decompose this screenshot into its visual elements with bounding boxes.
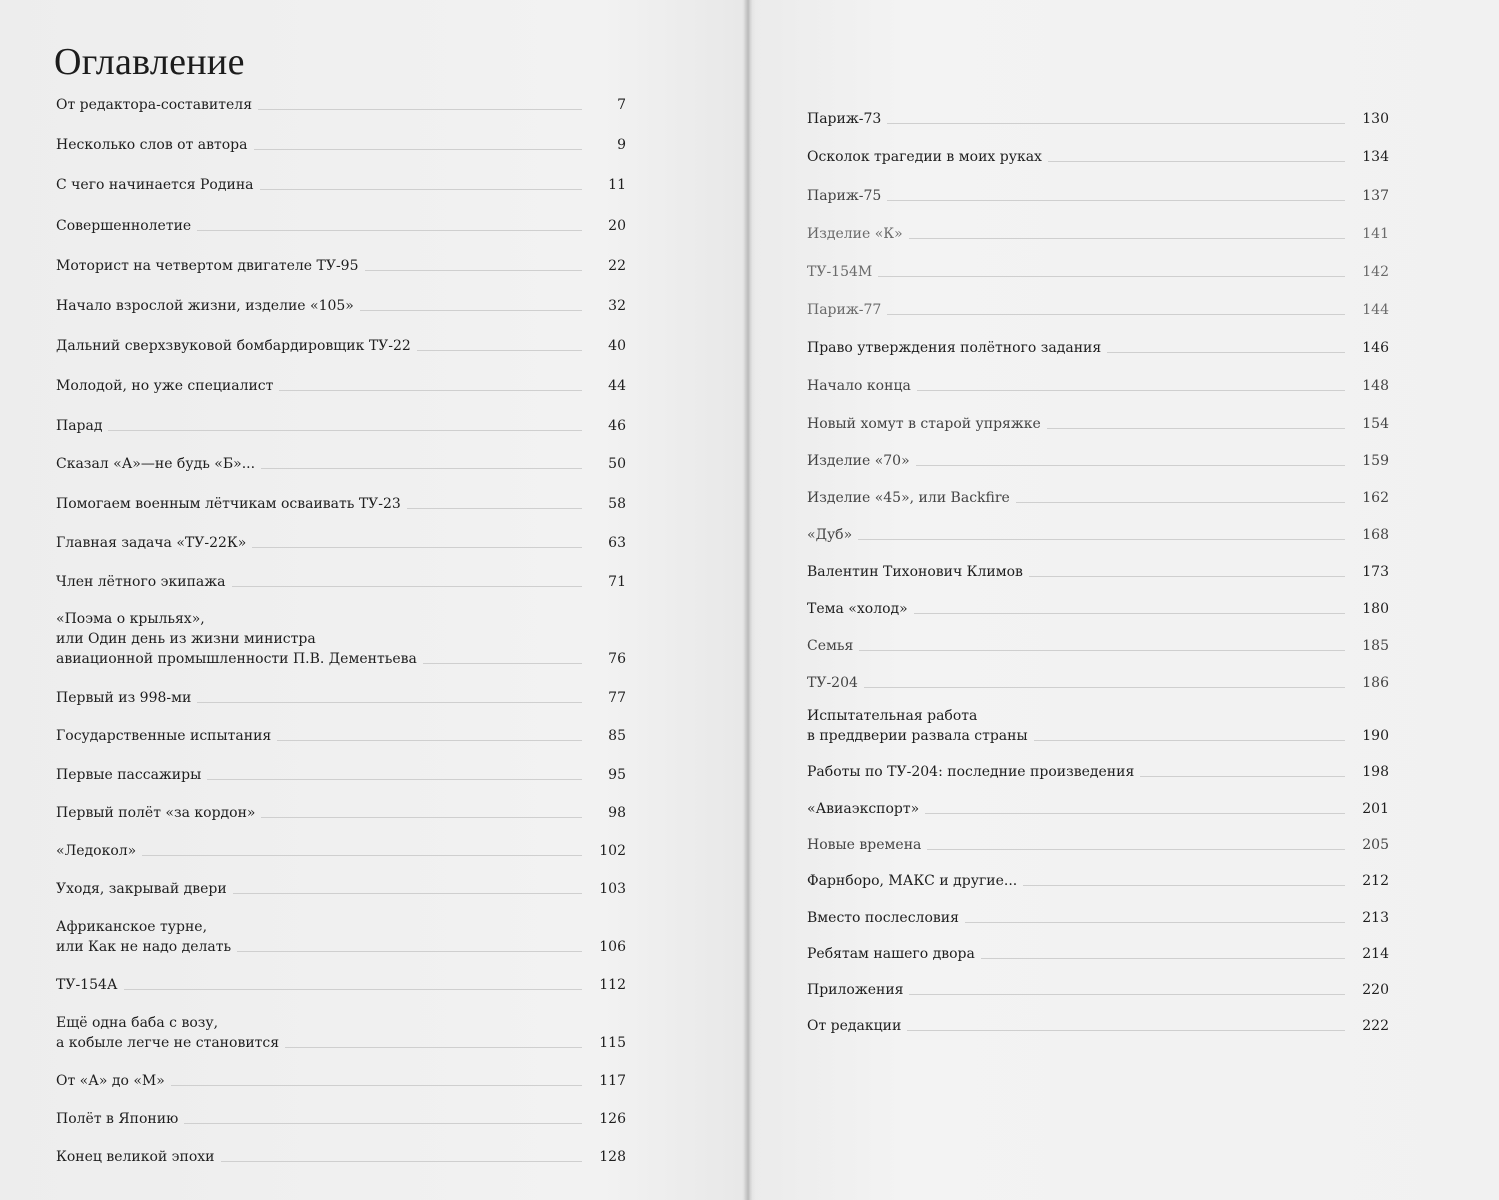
toc-entry-title — [807, 224, 909, 244]
toc-entry-title-line: Семья — [807, 638, 854, 654]
toc-entry[interactable] — [807, 636, 1389, 656]
toc-entry[interactable] — [807, 908, 1389, 928]
toc-entry-title-line: Париж-73 — [807, 111, 882, 127]
toc-entry-title — [56, 494, 407, 514]
toc-entry[interactable] — [807, 762, 1389, 782]
toc-entry-title-line: Моторист на четвертом двигателе ТУ-95 — [56, 258, 359, 274]
toc-entry-title-line: «Авиаэкспорт» — [807, 801, 920, 817]
toc-entry-title-line: Государственные испытания — [56, 728, 272, 744]
toc-entry-title-line: «Ледокол» — [56, 843, 137, 859]
toc-page-number: 186 — [1362, 675, 1389, 691]
toc-leader-line — [859, 650, 1345, 651]
toc-entry-title-line: Новые времена — [807, 837, 922, 853]
toc-entry-title — [56, 216, 197, 236]
toc-page-number: 71 — [608, 574, 626, 590]
toc-entry-title-line: Фарнборо, МАКС и другие... — [807, 873, 1018, 889]
toc-entry-title — [56, 1147, 221, 1167]
toc-leader-line — [260, 189, 583, 190]
toc-entry-title — [807, 488, 1016, 508]
toc-leader-line — [927, 849, 1345, 850]
toc-page-number: 142 — [1362, 264, 1389, 280]
toc-page-number: 154 — [1362, 416, 1389, 432]
toc-entry-title — [807, 908, 965, 928]
toc-leader-line — [909, 238, 1345, 239]
toc-page-number: 162 — [1362, 490, 1389, 506]
toc-leader-line — [858, 539, 1345, 540]
toc-entry[interactable] — [56, 572, 626, 592]
toc-page-number: 22 — [608, 258, 626, 274]
toc-leader-line — [1047, 428, 1345, 429]
toc-leader-line — [254, 149, 583, 150]
toc-entry-title — [807, 338, 1107, 358]
toc-entry-title — [807, 109, 887, 129]
toc-entry-title-line: Африканское турне, — [56, 919, 208, 935]
toc-page-number: 95 — [608, 767, 626, 783]
toc-leader-line — [221, 1161, 582, 1162]
toc-page-number: 44 — [608, 378, 626, 394]
toc-entry[interactable] — [56, 765, 626, 785]
toc-entry-title — [56, 917, 237, 957]
toc-entry-title-line: Изделие «К» — [807, 226, 903, 242]
toc-entry-title — [807, 451, 916, 471]
toc-page-number: 205 — [1362, 837, 1389, 853]
toc-page-number: 58 — [608, 496, 626, 512]
toc-leader-line — [360, 310, 582, 311]
toc-leader-line — [917, 390, 1345, 391]
toc-entry-title — [807, 871, 1023, 891]
toc-leader-line — [887, 123, 1345, 124]
toc-entry[interactable] — [56, 175, 626, 195]
toc-page-number: 9 — [617, 137, 626, 153]
toc-entry-title-line: Тема «холод» — [807, 601, 908, 617]
toc-entry-title — [56, 256, 365, 276]
toc-page-number: 50 — [608, 456, 626, 472]
toc-leader-line — [417, 350, 582, 351]
toc-leader-line — [1034, 740, 1345, 741]
toc-entry[interactable] — [56, 95, 626, 115]
toc-leader-line — [279, 390, 582, 391]
toc-leader-line — [261, 817, 582, 818]
toc-page-number: 180 — [1362, 601, 1389, 617]
toc-entry[interactable] — [56, 917, 626, 957]
toc-entry[interactable] — [56, 1109, 626, 1129]
toc-entry[interactable] — [807, 673, 1389, 693]
toc-entry[interactable] — [807, 300, 1389, 320]
toc-entry-title — [56, 879, 233, 899]
toc-entry[interactable] — [56, 216, 626, 236]
toc-entry[interactable] — [56, 975, 626, 995]
toc-page-number: 130 — [1362, 111, 1389, 127]
toc-entry-title-line: Валентин Тихонович Климов — [807, 564, 1023, 580]
toc-entry-title-line: Главная задача «ТУ-22К» — [56, 535, 247, 551]
toc-entry-title — [807, 706, 1034, 746]
toc-page-number: 77 — [608, 690, 626, 706]
toc-page-number: 168 — [1362, 527, 1389, 543]
toc-page-number: 102 — [599, 843, 626, 859]
toc-leader-line — [365, 270, 583, 271]
toc-page-number: 212 — [1362, 873, 1389, 889]
toc-page-number: 32 — [608, 298, 626, 314]
toc-entry[interactable] — [56, 454, 626, 474]
toc-leader-line — [184, 1123, 582, 1124]
toc-entry-title — [807, 262, 878, 282]
toc-page-number: 40 — [608, 338, 626, 354]
toc-page-number: 11 — [608, 177, 626, 193]
toc-leader-line — [916, 465, 1345, 466]
toc-entry-title-line: От редактора-составителя — [56, 97, 253, 113]
toc-heading: Оглавление — [54, 41, 245, 83]
toc-entry-title — [807, 636, 859, 656]
toc-entry-title-line: Член лётного экипажа — [56, 574, 226, 590]
toc-entry-title-line: Совершеннолетие — [56, 218, 192, 234]
toc-page-number: 148 — [1362, 378, 1389, 394]
toc-entry-title — [56, 572, 232, 592]
toc-entry-title — [56, 609, 423, 669]
toc-entry-title — [56, 688, 197, 708]
toc-entry-title-line: Изделие «70» — [807, 453, 910, 469]
toc-leader-line — [925, 813, 1345, 814]
toc-entry[interactable] — [807, 224, 1389, 244]
toc-entry[interactable] — [56, 494, 626, 514]
toc-page-number: 190 — [1362, 728, 1389, 744]
toc-entry-title-line: Работы по ТУ-204: последние произведения — [807, 764, 1135, 780]
toc-entry-title-line: Несколько слов от автора — [56, 137, 248, 153]
toc-entry[interactable] — [56, 296, 626, 316]
toc-leader-line — [907, 1030, 1345, 1031]
toc-entry-title-line: или Один день из жизни министра — [56, 631, 316, 647]
toc-entry[interactable] — [807, 980, 1389, 1000]
toc-page-number: 7 — [617, 97, 626, 113]
toc-page-number: 222 — [1362, 1018, 1389, 1034]
toc-entry[interactable] — [807, 186, 1389, 206]
toc-page-number: 137 — [1362, 188, 1389, 204]
toc-leader-line — [909, 994, 1345, 995]
toc-leader-line — [258, 109, 582, 110]
toc-page-number: 126 — [599, 1111, 626, 1127]
toc-leader-line — [232, 586, 582, 587]
toc-entry-title-line: Приложения — [807, 982, 904, 998]
toc-entry[interactable] — [807, 338, 1389, 358]
toc-entry-title — [56, 1071, 171, 1091]
toc-entry[interactable] — [56, 879, 626, 899]
toc-entry-title — [56, 726, 277, 746]
toc-entry-title — [56, 135, 254, 155]
toc-entry-title — [56, 803, 261, 823]
toc-page-number: 85 — [608, 728, 626, 744]
toc-entry[interactable] — [807, 706, 1389, 746]
toc-entry[interactable] — [807, 451, 1389, 471]
toc-entry-title — [807, 1016, 907, 1036]
toc-entry[interactable] — [56, 376, 626, 396]
toc-page-number: 220 — [1362, 982, 1389, 998]
toc-page-number: 146 — [1362, 340, 1389, 356]
toc-entry[interactable] — [807, 599, 1389, 619]
toc-entry-title — [807, 376, 917, 396]
toc-page-number: 112 — [599, 977, 626, 993]
toc-leader-line — [142, 855, 582, 856]
toc-entry[interactable] — [56, 336, 626, 356]
toc-page-number: 134 — [1362, 149, 1389, 165]
toc-entry-title-line: ТУ-154А — [56, 977, 118, 993]
toc-page-number: 115 — [599, 1035, 626, 1051]
toc-entry-title — [807, 673, 864, 693]
toc-page-number: 106 — [599, 939, 626, 955]
toc-leader-line — [1048, 161, 1345, 162]
toc-entry-title-line: Осколок трагедии в моих руках — [807, 149, 1042, 165]
toc-entry-title — [56, 841, 142, 861]
toc-entry-title — [56, 416, 108, 436]
toc-entry-title — [807, 835, 927, 855]
toc-entry[interactable] — [56, 609, 626, 669]
toc-entry[interactable] — [807, 376, 1389, 396]
toc-entry-title-line: Первые пассажиры — [56, 767, 202, 783]
toc-entry[interactable] — [56, 533, 626, 553]
toc-entry-title-line: в преддверии развала страны — [807, 728, 1028, 744]
toc-entry[interactable] — [807, 414, 1389, 434]
toc-page-number: 185 — [1362, 638, 1389, 654]
toc-entry-title — [56, 336, 417, 356]
toc-entry[interactable] — [807, 799, 1389, 819]
toc-entry-title — [807, 799, 925, 819]
toc-entry-title-line: Изделие «45», или Backfire — [807, 490, 1010, 506]
toc-entry[interactable] — [56, 135, 626, 155]
toc-entry-title — [807, 599, 914, 619]
toc-entry-title-line: а кобыле легче не становится — [56, 1035, 280, 1051]
toc-entry-title — [56, 975, 124, 995]
toc-entry[interactable] — [56, 1013, 626, 1053]
toc-leader-line — [1023, 885, 1345, 886]
toc-leader-line — [965, 922, 1345, 923]
toc-entry-title — [807, 300, 887, 320]
toc-entry[interactable] — [807, 944, 1389, 964]
toc-leader-line — [171, 1085, 582, 1086]
toc-entry-title-line: Первый полёт «за кордон» — [56, 805, 256, 821]
toc-entry-title-line: Право утверждения полётного задания — [807, 340, 1102, 356]
toc-entry-title-line: Ещё одна баба с возу, — [56, 1015, 219, 1031]
toc-entry-title — [807, 414, 1047, 434]
toc-page-number: 213 — [1362, 910, 1389, 926]
toc-entry-title-line: ТУ-154М — [807, 264, 873, 280]
toc-entry[interactable] — [807, 147, 1389, 167]
toc-leader-line — [124, 989, 582, 990]
toc-leader-line — [981, 958, 1345, 959]
toc-entry-title-line: Уходя, закрывай двери — [56, 881, 227, 897]
toc-entry-title — [56, 95, 258, 115]
toc-entry[interactable] — [56, 416, 626, 436]
toc-leader-line — [887, 200, 1345, 201]
toc-page-number: 173 — [1362, 564, 1389, 580]
toc-leader-line — [1029, 576, 1345, 577]
toc-entry-title-line: Ребятам нашего двора — [807, 946, 975, 962]
toc-page-number: 103 — [599, 881, 626, 897]
toc-page-number: 159 — [1362, 453, 1389, 469]
toc-page-number: 201 — [1362, 801, 1389, 817]
toc-leader-line — [197, 702, 582, 703]
toc-entry-title-line: Новый хомут в старой упряжке — [807, 416, 1041, 432]
toc-entry[interactable] — [807, 109, 1389, 129]
toc-entry[interactable] — [807, 562, 1389, 582]
toc-leader-line — [197, 230, 582, 231]
toc-entry-title — [56, 296, 360, 316]
toc-entry-title — [56, 376, 279, 396]
toc-page-number: 128 — [599, 1149, 626, 1165]
toc-entry[interactable] — [807, 835, 1389, 855]
toc-entry-title-line: Испытательная работа — [807, 708, 978, 724]
toc-entry[interactable] — [56, 688, 626, 708]
toc-entry-title — [56, 1013, 285, 1053]
toc-entry[interactable] — [56, 803, 626, 823]
toc-page-number: 46 — [608, 418, 626, 434]
toc-leader-line — [233, 893, 582, 894]
toc-page-number: 20 — [608, 218, 626, 234]
toc-page-number: 141 — [1362, 226, 1389, 242]
toc-page-number: 98 — [608, 805, 626, 821]
toc-entry[interactable] — [56, 726, 626, 746]
toc-entry-title-line: «Дуб» — [807, 527, 853, 543]
toc-entry-title-line: Париж-75 — [807, 188, 882, 204]
toc-page-number: 76 — [608, 651, 626, 667]
toc-entry-title-line: Вместо послесловия — [807, 910, 959, 926]
toc-entry[interactable] — [807, 488, 1389, 508]
toc-entry-title-line: От «А» до «М» — [56, 1073, 165, 1089]
toc-entry[interactable] — [807, 1016, 1389, 1036]
toc-entry-title — [807, 762, 1140, 782]
toc-entry-title — [807, 525, 858, 545]
toc-entry-title-line: или Как не надо делать — [56, 939, 232, 955]
toc-leader-line — [887, 314, 1345, 315]
toc-leader-line — [423, 663, 582, 664]
toc-leader-line — [252, 547, 582, 548]
toc-entry-title — [56, 175, 260, 195]
toc-entry-title-line: Полёт в Японию — [56, 1111, 179, 1127]
toc-page-number: 63 — [608, 535, 626, 551]
toc-leader-line — [878, 276, 1345, 277]
toc-entry-title — [807, 186, 887, 206]
toc-entry-title-line: «Поэма о крыльях», — [56, 611, 205, 627]
toc-leader-line — [237, 951, 582, 952]
toc-entry-title — [56, 454, 261, 474]
toc-page-number: 214 — [1362, 946, 1389, 962]
toc-entry-title — [56, 765, 207, 785]
toc-entry-title — [807, 147, 1048, 167]
toc-entry-title-line: Сказал «А»—не будь «Б»... — [56, 456, 256, 472]
toc-entry-title-line: Начало конца — [807, 378, 911, 394]
toc-entry-title-line: Дальний сверхзвуковой бомбардировщик ТУ-22 — [56, 338, 411, 354]
toc-entry-title-line: Париж-77 — [807, 302, 882, 318]
toc-leader-line — [407, 508, 582, 509]
toc-entry-title — [56, 533, 252, 553]
toc-entry[interactable] — [56, 256, 626, 276]
toc-leader-line — [1107, 352, 1345, 353]
toc-entry-title-line: авиационной промышленности П.В. Дементьева — [56, 651, 417, 667]
toc-page-number: 117 — [599, 1073, 626, 1089]
toc-entry-title-line: От редакции — [807, 1018, 902, 1034]
toc-entry[interactable] — [807, 525, 1389, 545]
toc-entry-title-line: Первый из 998-ми — [56, 690, 192, 706]
toc-entry-title-line: Молодой, но уже специалист — [56, 378, 274, 394]
toc-entry-title-line: С чего начинается Родина — [56, 177, 254, 193]
toc-page-number: 198 — [1362, 764, 1389, 780]
toc-entry[interactable] — [56, 1071, 626, 1091]
toc-entry-title-line: Помогаем военным лётчикам осваивать ТУ-23 — [56, 496, 401, 512]
toc-entry[interactable] — [56, 841, 626, 861]
toc-entry-title — [807, 944, 981, 964]
toc-leader-line — [261, 468, 582, 469]
toc-entry-title — [807, 562, 1029, 582]
toc-entry[interactable] — [807, 262, 1389, 282]
toc-entry-title-line: Конец великой эпохи — [56, 1149, 215, 1165]
toc-leader-line — [285, 1047, 582, 1048]
toc-entry-title-line: Парад — [56, 418, 103, 434]
toc-entry-title — [56, 1109, 184, 1129]
toc-page-number: 144 — [1362, 302, 1389, 318]
toc-leader-line — [1016, 502, 1345, 503]
toc-leader-line — [914, 613, 1345, 614]
toc-leader-line — [1140, 776, 1345, 777]
book-gutter — [742, 0, 756, 1200]
toc-entry-title-line: ТУ-204 — [807, 675, 858, 691]
toc-entry[interactable] — [807, 871, 1389, 891]
toc-leader-line — [864, 687, 1345, 688]
toc-entry[interactable] — [56, 1147, 626, 1167]
toc-entry-title — [807, 980, 909, 1000]
toc-leader-line — [108, 430, 582, 431]
toc-entry-title-line: Начало взрослой жизни, изделие «105» — [56, 298, 354, 314]
toc-leader-line — [277, 740, 582, 741]
toc-leader-line — [207, 779, 582, 780]
